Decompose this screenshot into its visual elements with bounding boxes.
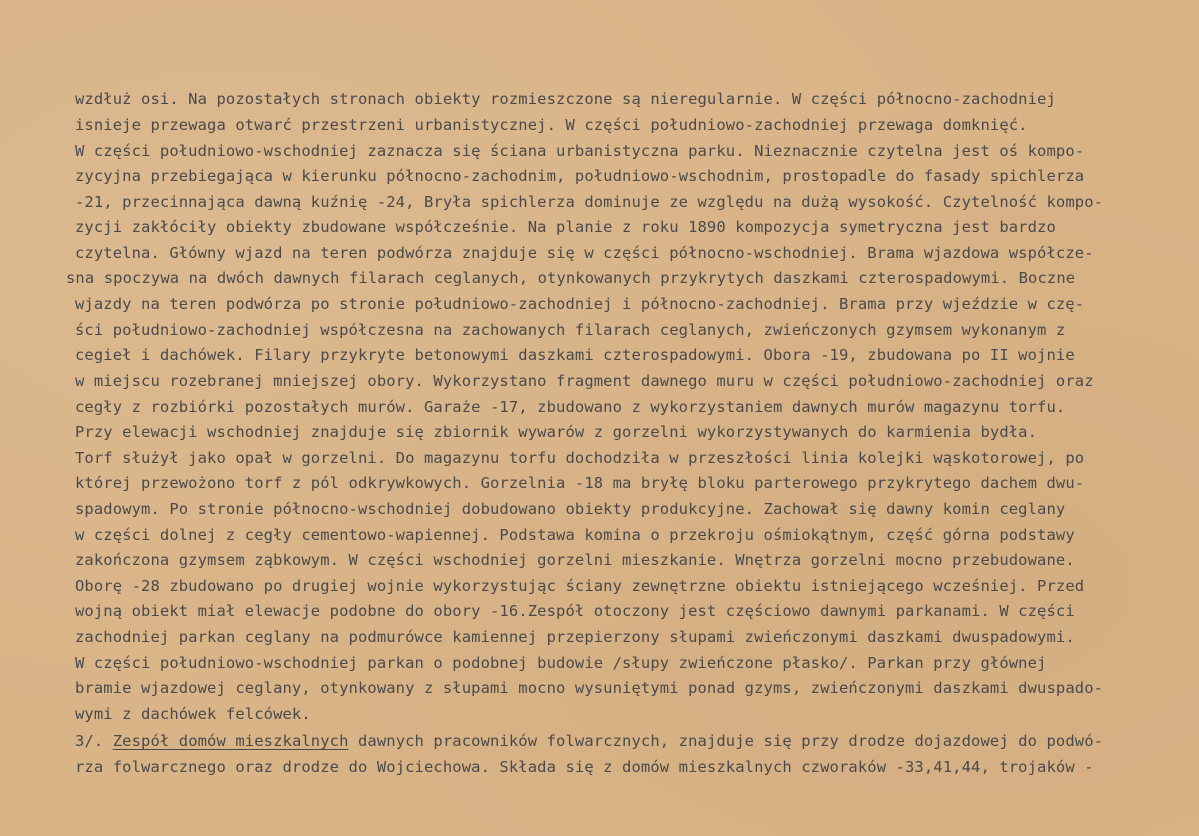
text-line-12: w miejscu rozebranej mniejszej obory. Wykorzystano fragment dawnego muru w części południowo-zachodniej oraz	[75, 372, 1094, 390]
text-line-15: Torf służył jako opał w gorzelni. Do magazynu torfu dochodziła w przeszłości linia kolejki wąskotorowej, po	[75, 449, 1085, 467]
section-3-number: 3/.	[75, 732, 113, 750]
text-line-19: zakończona gzymsem ząbkowym. W części wschodniej gorzelni mieszkanie. Wnętrza gorzelni mocno przebudowane.	[75, 551, 1075, 569]
text-line-1: wzdłuż osi. Na pozostałych stronach obiekty rozmieszczone są nieregularnie. W części północno-zachodniej	[75, 90, 1056, 108]
text-line-11: cegieł i dachówek. Filary przykryte betonowymi daszkami czterospadowymi. Obora -19, zbudowana po II wojnie	[75, 346, 1075, 364]
text-line-3: W części południowo-wschodniej zaznacza się ściana urbanistyczna parku. Nieznacznie czytelna jest oś kompo-	[75, 142, 1085, 160]
text-line-7: czytelna. Główny wjazd na teren podwórza znajduje się w części północno-wschodniej. Brama wjazdowa współcze-	[75, 244, 1094, 262]
text-line-25: wymi z dachówek felcówek.	[75, 705, 311, 723]
text-line-21: wojną obiekt miał elewacje podobne do obory -16.Zespół otoczony jest częściowo dawnymi parkanami. W części	[75, 602, 1075, 620]
text-line-5: -21, przecinnająca dawną kuźnię -24, Bryła spichlerza dominuje ze względu na dużą wysokość. Czytelność kompo-	[75, 193, 1104, 211]
text-line-13: cegły z rozbiórki pozostałych murów. Garaże -17, zbudowano z wykorzystaniem dawnych murów magazynu torfu.	[75, 398, 1066, 416]
text-line-10: ści południowo-zachodniej współczesna na zachowanych filarach ceglanych, zwieńczonych gzymsem wykonanym z	[75, 321, 1066, 339]
text-line-4: zycyjna przebiegająca w kierunku północno-zachodnim, południowo-wschodnim, prostopadle do fasady spichlerza	[75, 167, 1085, 185]
text-line-22: zachodniej parkan ceglany na podmurówce kamiennej przepierzony słupami zwieńczonymi daszkami dwuspadowymi.	[75, 628, 1075, 646]
section-3-first-line-rest: dawnych pracowników folwarcznych, znajduje się przy drodze dojazdowej do podwó-	[348, 732, 1104, 750]
section-3-first-line	[75, 731, 1103, 751]
text-line-6: zycji zakłóciły obiekty zbudowane współcześnie. Na planie z roku 1890 kompozycja symetryczna jest bardzo	[75, 218, 1056, 236]
text-line-2: isnieje przewaga otwarć przestrzeni urbanistycznej. W części południowo-zachodniej przewaga domknięć.	[75, 116, 1028, 134]
text-line-8: sna spoczywa na dwóch dawnych filarach ceglanych, otynkowanych przykrytych daszkami czterospadowymi. Boczne	[66, 269, 1076, 287]
text-line-20: Oborę -28 zbudowano po drugiej wojnie wykorzystując ściany zewnętrzne obiektu istniejącego wcześniej. Przed	[75, 577, 1085, 595]
text-line-17: spadowym. Po stronie północno-wschodniej dobudowano obiekty produkcyjne. Zachował się dawny komin ceglany	[75, 500, 1066, 518]
text-line-16: której przewożono torf z pól odkrywkowych. Gorzelnia -18 ma bryłę bloku parterowego przykrytego dachem dwu-	[75, 474, 1085, 492]
text-line-23: W części południowo-wschodniej parkan o podobnej budowie /słupy zwieńczone płasko/. Parkan przy głównej	[75, 654, 1047, 672]
text-line-18: w części dolnej z cegły cementowo-wapiennej. Podstawa komina o przekroju ośmiokątnym, część górna podstawy	[75, 526, 1075, 544]
text-line-24: bramie wjazdowej ceglany, otynkowany z słupami mocno wysuniętymi ponad gzyms, zwieńczonymi daszkami dwuspado-	[75, 679, 1104, 697]
text-line-14: Przy elewacji wschodniej znajduje się zbiornik wywarów z gorzelni wykorzystywanych do karmienia bydła.	[75, 423, 1038, 441]
section-3-heading: Zespół domów mieszkalnych	[112, 732, 349, 750]
text-line-9: wjazdy na teren podwórza po stronie południowo-zachodniej i północno-zachodniej. Brama przy wjeździe w czę-	[75, 295, 1085, 313]
section-3-second-line: rza folwarcznego oraz drodze do Wojciechowa. Składa się z domów mieszkalnych czworaków -33,41,44, trojaków -	[75, 758, 1094, 776]
